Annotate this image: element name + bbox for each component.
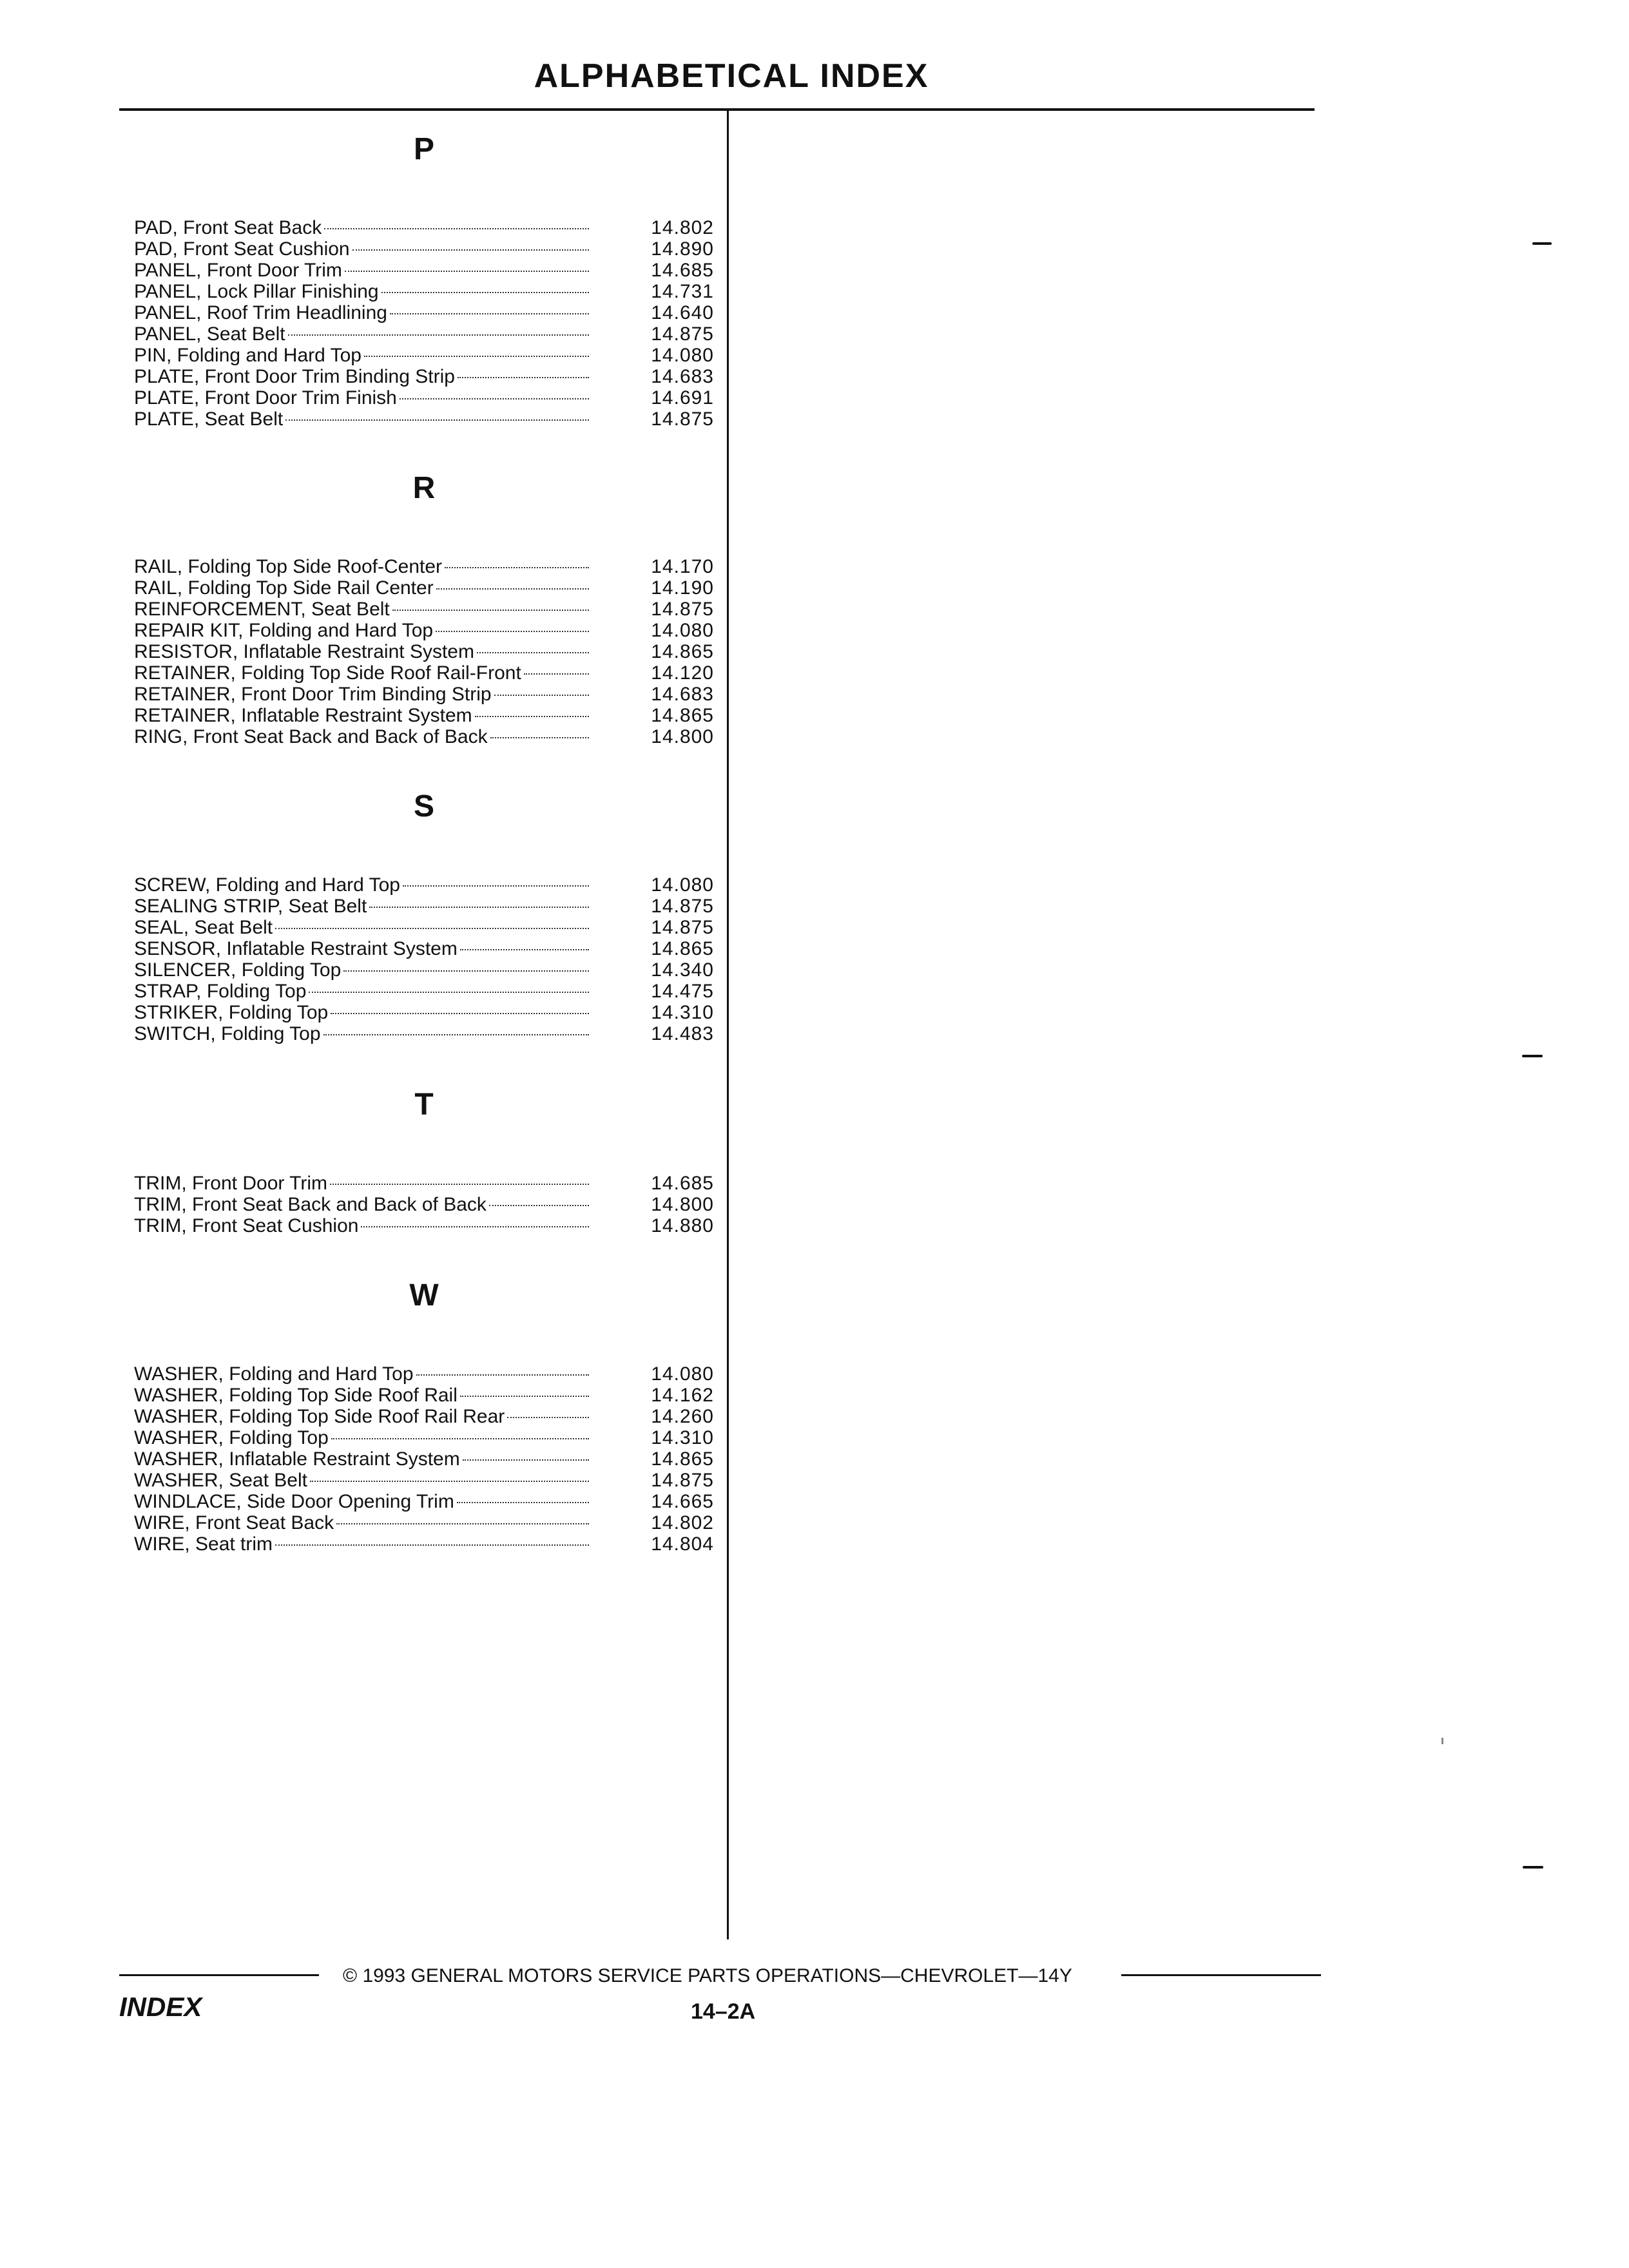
dot-leader xyxy=(275,1524,589,1546)
entry-name: SEALING STRIP, Seat Belt xyxy=(134,896,367,917)
entry-name: PANEL, Roof Trim Headlining xyxy=(134,302,387,323)
dot-leader xyxy=(477,632,589,653)
dot-leader xyxy=(463,1439,589,1461)
dot-leader xyxy=(343,950,589,972)
dot-leader xyxy=(275,908,589,929)
section-letter: P xyxy=(413,132,434,166)
entry-page-number: 14.865 xyxy=(651,641,714,662)
dot-leader xyxy=(310,1461,589,1482)
entry-page-number: 14.875 xyxy=(651,1470,714,1491)
dot-leader xyxy=(460,1376,589,1397)
entry-page-number: 14.800 xyxy=(651,726,714,747)
dot-leader xyxy=(352,229,589,251)
entry-name: WASHER, Folding Top Side Roof Rail Rear xyxy=(134,1406,505,1427)
entry-page-number: 14.683 xyxy=(651,366,714,387)
index-section-r xyxy=(134,471,714,747)
section-label: INDEX xyxy=(119,1992,202,2022)
entry-page-number: 14.340 xyxy=(651,959,714,981)
index-column xyxy=(134,111,714,1934)
dot-leader xyxy=(445,547,589,568)
section-letter: R xyxy=(412,471,436,505)
entry-list xyxy=(134,870,714,1044)
dot-leader xyxy=(331,993,589,1014)
entry-page-number: 14.875 xyxy=(651,599,714,620)
entry-page-number: 14.475 xyxy=(651,981,714,1002)
entry-list xyxy=(134,213,714,430)
entry-list xyxy=(134,1168,714,1236)
entry-page-number: 14.170 xyxy=(651,556,714,577)
entry-page-number: 14.685 xyxy=(651,260,714,281)
dot-leader xyxy=(490,717,589,738)
copyright-line: © 1993 GENERAL MOTORS SERVICE PARTS OPERATIONS—CHEVROLET—14Y xyxy=(343,1965,1072,1986)
entry-name: SENSOR, Inflatable Restraint System xyxy=(134,938,458,959)
dot-leader xyxy=(323,1014,589,1035)
entry-page-number: 14.875 xyxy=(651,323,714,345)
entry-page-number: 14.685 xyxy=(651,1173,714,1194)
entry-name: RETAINER, Folding Top Side Roof Rail-Front xyxy=(134,662,521,684)
entry-name: STRAP, Folding Top xyxy=(134,981,307,1002)
entry-page-number: 14.310 xyxy=(651,1002,714,1023)
entry-name: PANEL, Lock Pillar Finishing xyxy=(134,281,379,302)
entry-name: WASHER, Folding Top xyxy=(134,1427,329,1448)
entry-page-number: 14.802 xyxy=(651,1512,714,1533)
entry-name: PLATE, Seat Belt xyxy=(134,408,284,430)
page-number: 14–2A xyxy=(691,1999,756,2024)
entry-name: RING, Front Seat Back and Back of Back xyxy=(134,726,488,747)
entry-name: PAD, Front Seat Back xyxy=(134,217,322,238)
entry-page-number: 14.875 xyxy=(651,408,714,430)
entry-page-number: 14.080 xyxy=(651,345,714,366)
dot-leader xyxy=(460,929,589,950)
entry-name: WIRE, Seat trim xyxy=(134,1533,273,1555)
entry-page-number: 14.691 xyxy=(651,387,714,408)
entry-page-number: 14.802 xyxy=(651,217,714,238)
entry-page-number: 14.683 xyxy=(651,684,714,705)
entry-page-number: 14.665 xyxy=(651,1491,714,1512)
entry-page-number: 14.865 xyxy=(651,938,714,959)
page-title: ALPHABETICAL INDEX xyxy=(534,57,929,95)
column-divider xyxy=(727,111,729,1939)
dot-leader xyxy=(285,399,589,421)
entry-name: WINDLACE, Side Door Opening Trim xyxy=(134,1491,454,1512)
entry-name: WASHER, Inflatable Restraint System xyxy=(134,1448,460,1470)
entry-name: RESISTOR, Inflatable Restraint System xyxy=(134,641,474,662)
dot-leader xyxy=(507,1397,589,1418)
entry-page-number: 14.080 xyxy=(651,1363,714,1385)
entry-name: TRIM, Front Seat Cushion xyxy=(134,1215,359,1236)
index-entry xyxy=(134,1168,714,1194)
entry-name: PLATE, Front Door Trim Binding Strip xyxy=(134,366,455,387)
dot-leader xyxy=(489,1185,589,1206)
section-letter: T xyxy=(414,1088,434,1122)
entry-page-number: 14.865 xyxy=(651,1448,714,1470)
entry-name: REINFORCEMENT, Seat Belt xyxy=(134,599,390,620)
margin-mark xyxy=(1532,242,1552,245)
dot-leader xyxy=(390,293,589,314)
entry-name: SWITCH, Folding Top xyxy=(134,1023,321,1044)
entry-page-number: 14.310 xyxy=(651,1427,714,1448)
dot-leader xyxy=(392,590,589,611)
entry-name: PAD, Front Seat Cushion xyxy=(134,238,350,260)
dot-leader xyxy=(369,887,589,908)
dot-leader xyxy=(345,251,589,272)
index-entry xyxy=(134,1359,714,1385)
entry-page-number: 14.640 xyxy=(651,302,714,323)
dot-leader xyxy=(331,1418,589,1439)
entry-name: RAIL, Folding Top Side Rail Center xyxy=(134,577,434,599)
entry-name: SCREW, Folding and Hard Top xyxy=(134,874,400,896)
entry-page-number: 14.120 xyxy=(651,662,714,684)
index-section-t xyxy=(134,1088,714,1236)
dot-leader xyxy=(288,314,589,336)
footer-rule-left xyxy=(119,1974,319,1976)
dot-leader xyxy=(524,653,589,675)
entry-page-number: 14.865 xyxy=(651,705,714,726)
entry-name: REPAIR KIT, Folding and Hard Top xyxy=(134,620,434,641)
entry-list xyxy=(134,552,714,747)
entry-name: WASHER, Seat Belt xyxy=(134,1470,307,1491)
dot-leader xyxy=(361,1206,589,1227)
dot-leader xyxy=(458,357,589,378)
dot-leader xyxy=(364,336,589,357)
entry-page-number: 14.800 xyxy=(651,1194,714,1215)
entry-name: PLATE, Front Door Trim Finish xyxy=(134,387,397,408)
index-section-s xyxy=(134,789,714,1044)
entry-name: TRIM, Front Door Trim xyxy=(134,1173,328,1194)
entry-page-number: 14.875 xyxy=(651,896,714,917)
entry-name: SEAL, Seat Belt xyxy=(134,917,273,938)
dot-leader xyxy=(475,696,589,717)
entry-page-number: 14.875 xyxy=(651,917,714,938)
margin-mark xyxy=(1523,1866,1543,1869)
dot-leader xyxy=(330,1164,589,1185)
dot-leader xyxy=(436,611,589,632)
entry-page-number: 14.890 xyxy=(651,238,714,260)
entry-name: WIRE, Front Seat Back xyxy=(134,1512,334,1533)
footer-rule-right xyxy=(1121,1974,1321,1976)
entry-page-number: 14.190 xyxy=(651,577,714,599)
entry-page-number: 14.162 xyxy=(651,1385,714,1406)
entry-page-number: 14.483 xyxy=(651,1023,714,1044)
dot-leader xyxy=(403,865,589,887)
entry-name: PANEL, Front Door Trim xyxy=(134,260,342,281)
dot-leader xyxy=(336,1503,589,1524)
dot-leader xyxy=(494,675,589,696)
entry-page-number: 14.260 xyxy=(651,1406,714,1427)
entry-page-number: 14.804 xyxy=(651,1533,714,1555)
entry-name: PANEL, Seat Belt xyxy=(134,323,285,345)
entry-name: RETAINER, Front Door Trim Binding Strip xyxy=(134,684,492,705)
index-section-w xyxy=(134,1278,714,1555)
entry-name: PIN, Folding and Hard Top xyxy=(134,345,361,366)
entry-page-number: 14.880 xyxy=(651,1215,714,1236)
section-letter: W xyxy=(409,1278,439,1312)
entry-name: TRIM, Front Seat Back and Back of Back xyxy=(134,1194,487,1215)
index-entry xyxy=(134,552,714,577)
entry-list xyxy=(134,1359,714,1555)
entry-name: STRIKER, Folding Top xyxy=(134,1002,329,1023)
margin-mark xyxy=(1522,1055,1543,1057)
entry-page-number: 14.731 xyxy=(651,281,714,302)
dot-leader xyxy=(309,972,589,993)
section-letter: S xyxy=(413,789,434,823)
entry-name: WASHER, Folding and Hard Top xyxy=(134,1363,414,1385)
entry-name: RAIL, Folding Top Side Roof-Center xyxy=(134,556,443,577)
entry-page-number: 14.080 xyxy=(651,620,714,641)
dot-leader xyxy=(416,1354,589,1376)
scan-speck xyxy=(1441,1738,1443,1744)
entry-name: WASHER, Folding Top Side Roof Rail xyxy=(134,1385,458,1406)
dot-leader xyxy=(400,378,589,399)
dot-leader xyxy=(381,272,589,293)
index-section-p xyxy=(134,132,714,430)
dot-leader xyxy=(457,1482,589,1503)
entry-name: RETAINER, Inflatable Restraint System xyxy=(134,705,472,726)
entry-page-number: 14.080 xyxy=(651,874,714,896)
entry-name: SILENCER, Folding Top xyxy=(134,959,342,981)
dot-leader xyxy=(436,568,589,590)
dot-leader xyxy=(324,208,589,229)
